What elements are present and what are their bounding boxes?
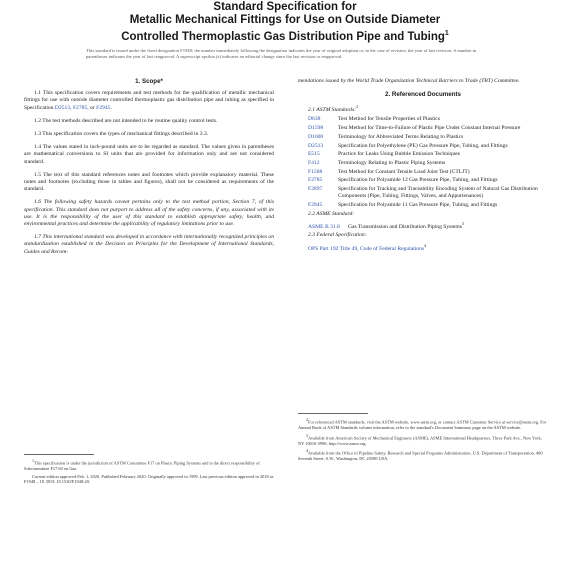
ref-item: D1600 Terminology for Abbreviated Terms Relating to Plastics: [308, 133, 464, 140]
scope-1-7: 1.7 This international standard was developed in accordance with internationally recognized principles on standardization established in the Decision on Principles for the Development of International Standards, Guides and Recom-: [24, 234, 274, 255]
scope-1-1: 1.1 This specification covers requirements and test methods for the qualification of metallic mechanical fittings for use with outside diameter controlled thermoplastic gas distribution pipe and tubing as specified in Specification D2513, F2785, or F2945.: [24, 90, 274, 111]
ref-code-link[interactable]: D638: [308, 116, 321, 123]
footnote-divider: [298, 413, 368, 414]
ref-code-link[interactable]: F2897: [308, 186, 323, 193]
scope-1-6: 1.6 The following safety hazards caveat pertains only to the test method portion, Section 7, of this specification. This standard does not purport to address all of the safety concerns, if any, associated with its use. It is the responsibility of the user of this standard to establish appropriate safety, health, and environmental practices and determine the applicability of regulatory limitations prior to use.: [24, 199, 274, 228]
ref-code-link[interactable]: D2513: [308, 142, 324, 149]
scope-1-2: 1.2 The test methods described are not intended to be routine quality control tests.: [34, 117, 218, 124]
ref-item: D638 Test Method for Tensile Properties of Plastics: [308, 116, 440, 123]
footnote-2: $^2$For referenced ASTM standards, visit the ASTM website, www.astm.org, or contact ASTM Customer Service at service@astm.org. For Annual Book of ASTM Standards volume information, refer to the standard's Document Summary page on the ASTM website.: [298, 417, 547, 431]
ref-item: F2785 Specification for Polyamide 12 Gas Pressure Pipe, Tubing, and Fittings: [308, 177, 498, 184]
ref-code-link[interactable]: F1588: [308, 168, 323, 175]
ref-item: F1588 Test Method for Constant Tensile Load Joint Test (CTLJT): [308, 168, 470, 175]
footnotes-right: [298, 413, 548, 464]
ref-code-link[interactable]: E515: [308, 151, 320, 158]
left-column: [24, 78, 274, 262]
scope-heading: 1. Scope*: [135, 78, 163, 85]
link-d2513-f2785[interactable]: D2513, F2785,: [54, 104, 89, 111]
scope-1-5: 1.5 The text of this standard references notes and footnotes which provide explanatory material. These notes and footnotes (excluding those in tables and figures), shall not be considered as requirements of the standard.: [24, 171, 274, 193]
designation-note: This standard is issued under the fixed designation F1948; the number immediately following the designation indicates the year of original adoption or, in the case of revision, the year of last revision. A number in parentheses indicates the year of last reapproval. A superscript epsilon (ε) indicates an editorial change since the last revision or reapproval.: [86, 48, 477, 59]
ref-item: D1598 Test Method for Time-to-Failure of Plastic Pipe Under Constant Internal Pressure: [308, 125, 521, 132]
ref-item: F2945 Specification for Polyamide 11 Gas Pressure Pipe, Tubing, and Fittings: [308, 202, 498, 208]
ref-code-link[interactable]: ASME B 31.8: [308, 223, 340, 230]
footnote-1b: Current edition approved Feb. 1, 2020. Published February 2020. Originally approved in 1999. Last previous edition approved in 2018 as F1948 – 18. DOI: 10.1520/F1948-20.: [24, 473, 274, 485]
right-column: [298, 78, 548, 254]
refs-heading: 2. Referenced Documents: [385, 91, 461, 99]
ref-item-asme: ASME B 31.8 Gas Transmission and Distribution Piping Systems$^3$: [308, 220, 464, 230]
footnotes-left: [24, 454, 274, 487]
ref-item: D2513 Specification for Polyethylene (PE) Gas Pressure Pipe, Tubing, and Fittings: [308, 142, 508, 149]
scope-1-4: 1.4 The values stated in inch-pound units are to be regarded as standard. The values given in parentheses are mathematical conversions to SI units that are provided for information only and are not considered standard.: [24, 144, 274, 165]
title-line-3: Controlled Thermoplastic Gas Distribution Pipe and Tubing$^1$: [121, 30, 449, 43]
federal-spec-label: 2.3 Federal Specification:: [308, 232, 367, 239]
ref-code-link[interactable]: F2945: [308, 202, 323, 208]
asme-standard-label: 2.2 ASME Standard:: [308, 210, 355, 217]
scope-1-7-cont: mendations issued by the World Trade Organization Technical Barriers to Trade (TBT) Committee.: [298, 78, 520, 84]
document-title: [0, 0, 570, 44]
ref-code-link[interactable]: F412: [308, 159, 320, 166]
title-line-1: Standard Specification for: [213, 1, 357, 13]
ref-item-fed: OPS Part 192 Title 49, Code of Federal Regulations$^4$: [308, 242, 427, 252]
footnote-divider: [24, 454, 94, 455]
ref-code-link[interactable]: D1598: [308, 125, 324, 132]
ref-item: F412 Terminology Relating to Plastic Piping Systems: [308, 159, 446, 166]
link-f2945[interactable]: F2945: [96, 104, 111, 111]
title-line-2: Metallic Mechanical Fittings for Use on Outside Diameter: [129, 14, 441, 26]
footnote-3: $^3$Available from American Society of Mechanical Engineers (ASME), ASME International Headquarters, Three Park Ave., New York, NY 10016-5990, http://www.asme.org.: [298, 432, 542, 446]
footnote-1: $^1$This specification is under the jurisdiction of ASTM Committee F17 on Plastic Piping Systems and is the direct responsibility of Subcommittee F17.60 on Gas.: [24, 458, 260, 472]
astm-standards-label: 2.1 ASTM Standards:$^2$: [308, 104, 359, 114]
ref-code-link[interactable]: D1600: [308, 133, 324, 140]
footnote-4: $^4$Available from the Office of Pipeline Safety, Research and Special Programs Administration, U.S. Department of Transportation, 400 Seventh Street, S.W., Washington, DC 20590 USA.: [298, 448, 543, 462]
ref-code-link[interactable]: OPS Part 192 Title 49, Code of Federal Regulations: [308, 245, 425, 252]
ref-item: E515 Practice for Leaks Using Bubble Emission Techniques: [308, 151, 460, 158]
scope-1-3: 1.3 This specification covers the types of mechanical fittings described in 3.3.: [34, 131, 209, 138]
ref-code-link[interactable]: F2785: [308, 177, 323, 184]
ref-item: F2897 Specification for Tracking and Traceability Encoding System of Natural Gas Distribution Components (Pipe, Tubing, Fittings, Valves, and Appurtenances): [308, 186, 538, 200]
